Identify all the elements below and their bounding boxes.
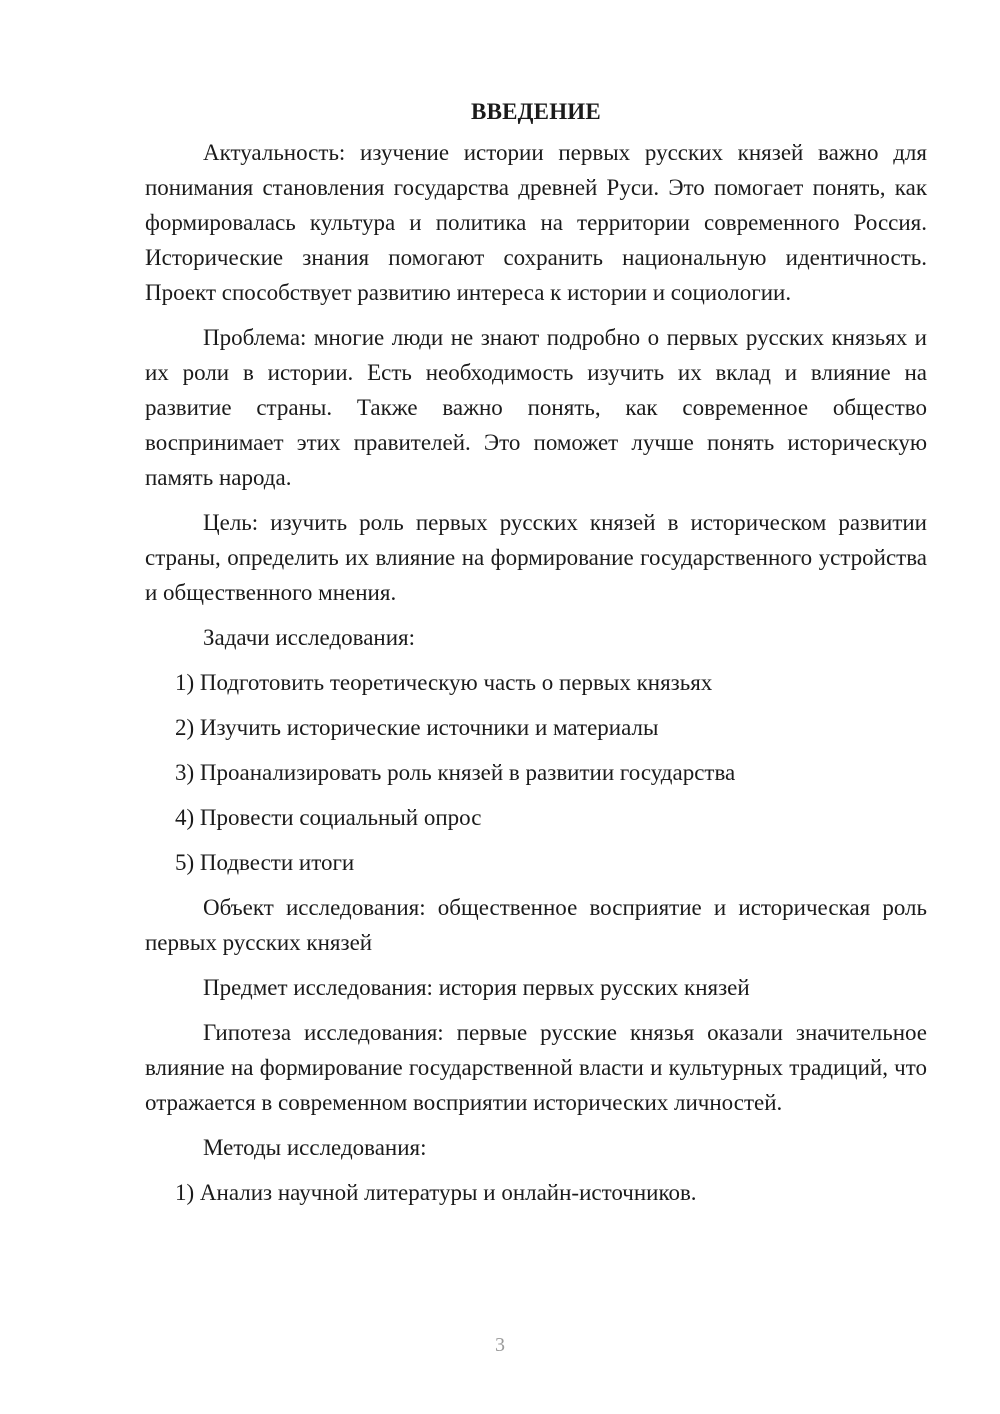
task-item: 3) Проанализировать роль князей в развитии государства xyxy=(175,760,736,785)
section-title: ВВЕДЕНИЕ xyxy=(471,99,601,124)
task-item: 4) Провести социальный опрос xyxy=(175,805,482,830)
methods-list xyxy=(145,1175,927,1210)
page-number: 3 xyxy=(495,1334,505,1356)
page-content xyxy=(145,94,927,1220)
relevance-paragraph: Актуальность: изучение истории первых русских князей важно для понимания становления государства древней Руси. Это помогает понять, как формировалась культура и политика на территории современного Россия. Исторические знания помогают сохранить национальную идентичность. Проект способствует развитию интереса к истории и социологии. xyxy=(145,140,927,305)
problem-paragraph: Проблема: многие люди не знают подробно о первых русских князьях и их роли в истории. Есть необходимость изучить их вклад и влияние на развитие страны. Также важно понять, как современное общество воспринимает этих правителей. Это поможет лучше понять историческую память народа. xyxy=(145,325,927,490)
tasks-list xyxy=(145,665,927,880)
hypothesis-paragraph: Гипотеза исследования: первые русские князья оказали значительное влияние на формирование государственной власти и культурных традиций, что отражается в современном восприятии исторических личностей. xyxy=(145,1020,927,1115)
task-item: 1) Подготовить теоретическую часть о первых князьях xyxy=(175,670,713,695)
goal-paragraph: Цель: изучить роль первых русских князей в историческом развитии страны, определить их влияние на формирование государственного устройства и общественного мнения. xyxy=(145,510,927,605)
task-item: 2) Изучить исторические источники и материалы xyxy=(175,715,659,740)
method-item: 1) Анализ научной литературы и онлайн-источников. xyxy=(175,1180,697,1205)
task-item: 5) Подвести итоги xyxy=(175,850,355,875)
subject-paragraph: Предмет исследования: история первых русских князей xyxy=(203,975,750,1000)
object-paragraph: Объект исследования: общественное восприятие и историческая роль первых русских князей xyxy=(145,895,927,955)
methods-label: Методы исследования: xyxy=(203,1135,427,1160)
tasks-label: Задачи исследования: xyxy=(203,625,416,650)
